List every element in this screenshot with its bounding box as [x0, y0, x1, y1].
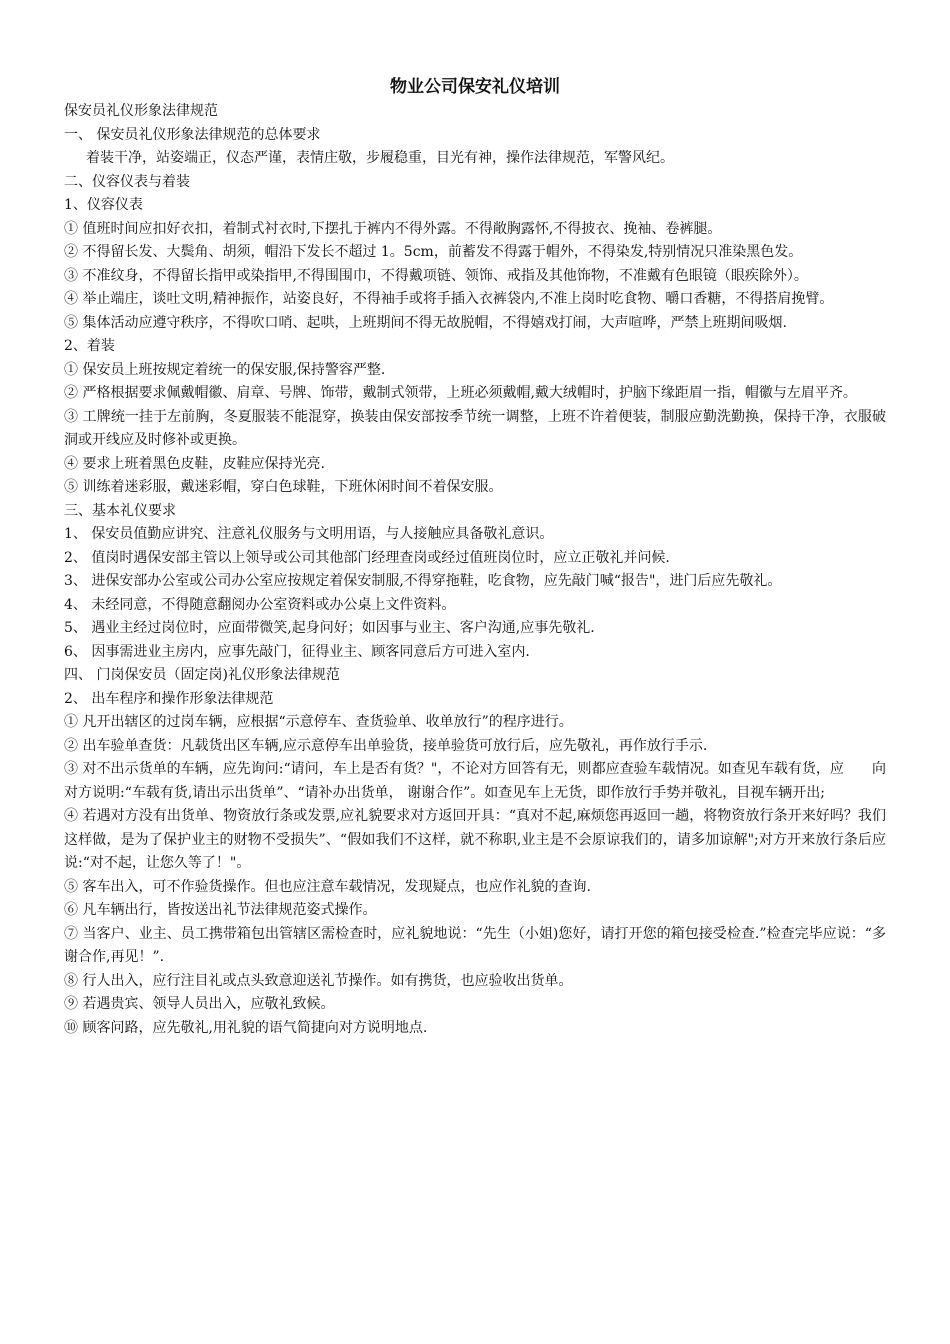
document-page — [64, 74, 886, 1040]
list-item: ⑩ 顾客问路，应先敬礼,用礼貌的语气简捷向对方说明地点. — [64, 1019, 428, 1036]
list-item: ④ 要求上班着黑色皮鞋，皮鞋应保持光亮. — [64, 455, 325, 472]
list-item: ① 凡开出辖区的过岗车辆，应根据“示意停车、查货验单、收单放行”的程序进行。 — [64, 714, 573, 730]
list-item: ⑥ 凡车辆出行，皆按送出礼节法律规范姿式操作。 — [64, 902, 377, 918]
list-item: 3、 进保安部办公室或公司办公室应按规定着保安制服,不得穿拖鞋，吃食物，应先敲门喊“报告"，进门后应先敬礼。 — [64, 573, 782, 589]
section-heading: 保安员礼仪形象法律规范 — [64, 103, 218, 119]
list-item: ③ 工牌统一挂于左前胸，冬夏服装不能混穿，换装由保安部按季节统一调整，上班不许着便装，制服应勤洗勤换，保持干净，衣服破洞或开线应及时修补或更换。 — [64, 408, 886, 448]
subsection-heading: 1、仪容仪表 — [64, 197, 143, 213]
list-item: 5、 遇业主经过岗位时，应面带微笑,起身问好；如因事与业主、客户沟通,应事先敬礼. — [64, 620, 595, 636]
list-item: ⑤ 集体活动应遵守秩序，不得吹口哨、起哄，上班期间不得无故脱帽，不得嬉戏打闹，大声喧哗，严禁上班期间吸烟. — [64, 314, 787, 331]
list-item: ① 值班时间应扣好衣扣，着制式衬衣时,下摆扎于裤内不得外露。不得敞胸露怀,不得披衣、挽袖、卷裤腿。 — [64, 220, 722, 237]
section-heading: 一、 保安员礼仪形象法律规范的总体要求 — [64, 126, 321, 143]
list-item: ⑤ 客车出入，可不作验货操作。但也应注意车载情况，发现疑点，也应作礼貌的查询. — [64, 878, 591, 895]
list-item: ④ 若遇对方没有出货单、物资放行条或发票,应礼貌要求对方返回开具：“真对不起,麻烦您再返回一趟，将物资放行条开来好吗？我们这样做，是为了保护业主的财物不受损失”、“假如我们不这样，就不称职,业主是不会原谅我们的，请多加谅解";对方开来放行条后应说:“对不起，让您久等了！"。 — [64, 808, 886, 871]
list-item: 2、 值岗时遇保安部主管以上领导或公司其他部门经理查岗或经过值班岗位时，应立正敬礼并问候. — [64, 549, 670, 566]
section-heading: 二、仪容仪表与着装 — [64, 173, 190, 190]
section-heading: 四、 门岗保安员（固定岗)礼仪形象法律规范 — [64, 667, 340, 683]
list-item: ③ 不准纹身，不得留长指甲或染指甲,不得围围巾，不得戴项链、领饰、戒指及其他饰物，不准戴有色眼镜（眼疾除外）。 — [64, 267, 808, 284]
list-item: ② 出车验单查货：凡载货出区车辆,应示意停车出单验货，接单验货可放行后，应先敬礼，再作放行手示. — [64, 737, 708, 754]
list-item: 4、 未经同意，不得随意翻阅办公室资料或办公桌上文件资料。 — [64, 596, 456, 613]
list-item: 1、 保安员值勤应讲究、注意礼仪服务与文明用语，与人接触应具备敬礼意识。 — [64, 526, 554, 542]
subsection-heading: 2、着装 — [64, 338, 115, 354]
list-item: ⑦ 当客户、业主、员工携带箱包出管辖区需检查时，应礼貌地说：“先生（小姐)您好，请打开您的箱包接受检查.”检查完毕应说：“多谢合作,再见！”. — [64, 925, 886, 965]
paragraph: 着装干净，站姿端正，仪态严谨，表情庄敬，步履稳重，目光有神，操作法律规范，军警风纪。 — [86, 150, 674, 166]
list-item: ⑨ 若遇贵宾、领导人员出入，应敬礼致候。 — [64, 996, 335, 1012]
list-item: ⑤ 训练着迷彩服，戴迷彩帽，穿白色球鞋，下班休闲时间不着保安服。 — [64, 479, 503, 495]
list-item: ① 保安员上班按规定着统一的保安服,保持警容严整. — [64, 361, 386, 378]
list-item: 6、 因事需进业主房内，应事先敲门，征得业主、顾客同意后方可进入室内. — [64, 643, 530, 660]
document-title: 物业公司保安礼仪培训 — [390, 77, 560, 97]
list-item: ② 严格根据要求佩戴帽徽、肩章、号牌、饰带，戴制式领带，上班必须戴帽,戴大绒帽时，护脑下缘距眉一指，帽徽与左眉平齐。 — [64, 385, 857, 401]
list-item: ③ 对不出示货单的车辆，应先询问:“请问，车上是否有货？"，不论对方回答有无，则都应查验车载情况。如查见车载有货，应 向对方说明:“车载有货,请出示出货单”、“请补办出货单， 谢谢合作”。如查见车上无货，即作放行手势并敬礼，目视车辆开出; — [64, 761, 886, 801]
subsection-heading: 2、 出车程序和操作形象法律规范 — [64, 690, 274, 707]
list-item: ② 不得留长发、大鬓角、胡须，帽沿下发长不超过 1。5cm，前蓄发不得露于帽外，不得染发,特别情况只准染黑色发。 — [64, 244, 803, 260]
section-heading: 三、基本礼仪要求 — [64, 502, 176, 519]
list-item: ⑧ 行人出入，应行注目礼或点头致意迎送礼节操作。如有携货，也应验收出货单。 — [64, 972, 573, 989]
list-item: ④ 举止端庄，谈吐文明,精神振作，站姿良好，不得袖手或将手插入衣裤袋内,不准上岗时吃食物、嚼口香糖，不得搭肩挽臂。 — [64, 291, 834, 307]
